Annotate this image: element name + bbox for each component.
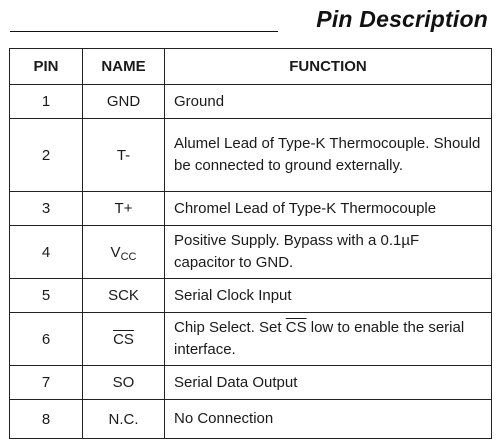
section-header xyxy=(10,4,490,40)
pin-number: 3 xyxy=(10,192,83,226)
pin-name: SCK xyxy=(83,279,165,313)
pin-name: SO xyxy=(83,366,165,400)
pin-name-overlined: $\overline{CS}$ xyxy=(113,330,134,348)
pin-number: 5 xyxy=(10,279,83,313)
table-row xyxy=(10,313,492,366)
pin-description-table xyxy=(9,48,492,439)
pin-number: 1 xyxy=(10,85,83,119)
pin-name xyxy=(83,313,165,366)
pin-function: Serial Data Output xyxy=(165,366,492,400)
pin-number: 2 xyxy=(10,119,83,192)
pin-function: Ground xyxy=(165,85,492,119)
pin-function-overlined: $\overline{CS}$ xyxy=(285,319,307,336)
pin-name-main: V xyxy=(110,243,121,261)
pin-column-header: PIN xyxy=(10,49,83,85)
table-row xyxy=(10,400,492,439)
name-column-header: NAME xyxy=(83,49,165,85)
pin-number: 7 xyxy=(10,366,83,400)
table-row xyxy=(10,279,492,313)
pin-name: T+ xyxy=(83,192,165,226)
pin-function: No Connection xyxy=(165,400,492,439)
pin-name xyxy=(83,226,165,279)
page-title: Pin Description xyxy=(316,6,488,32)
function-column-header: FUNCTION xyxy=(165,49,492,85)
pin-function xyxy=(165,313,492,366)
pin-name: N.C. xyxy=(83,400,165,439)
pin-function-text-pre: Chip Select. Set xyxy=(174,319,286,336)
table-row xyxy=(10,119,492,192)
table-row xyxy=(10,85,492,119)
table-header-row xyxy=(10,49,492,85)
pin-number: 4 xyxy=(10,226,83,279)
pin-number: 8 xyxy=(10,400,83,439)
table-row xyxy=(10,192,492,226)
pin-function-text-post: low to enable the serial interface. xyxy=(174,319,465,358)
pin-function: Chromel Lead of Type-K Thermocouple xyxy=(165,192,492,226)
pin-name: T- xyxy=(83,119,165,192)
pin-name: GND xyxy=(83,85,165,119)
pin-number: 6 xyxy=(10,313,83,366)
table-row xyxy=(10,366,492,400)
table-row xyxy=(10,226,492,279)
pin-function: Alumel Lead of Type-K Thermocouple. Should be connected to ground externally. xyxy=(165,119,492,192)
pin-function: Serial Clock Input xyxy=(165,279,492,313)
title-rule xyxy=(10,31,278,32)
pin-function: Positive Supply. Bypass with a 0.1µF capacitor to GND. xyxy=(165,226,492,279)
pin-name-subscript: CC xyxy=(120,250,137,263)
